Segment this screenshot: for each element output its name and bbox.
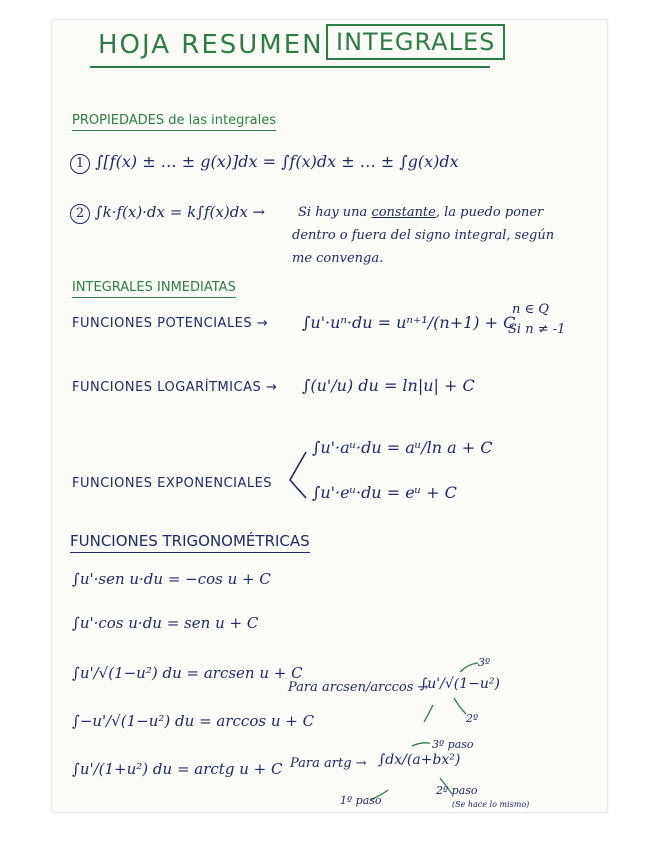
arcsen-note: Para arcsen/arccos → [288, 680, 429, 695]
arctg-note: Para artg → [290, 756, 367, 771]
step-2-note: (Se hace lo mismo) [452, 800, 530, 809]
note-text: Si hay una [298, 205, 368, 220]
property-2-note-line3: me convenga. [292, 251, 384, 266]
formula-exponential-e: ∫u'·eᵘ·du = eᵘ + C [312, 483, 457, 502]
page-title-boxed: INTEGRALES [326, 24, 505, 60]
formula-trig-cos: ∫u'·cos u·du = sen u + C [72, 614, 259, 632]
formula-potential: ∫u'·uⁿ·du = uⁿ⁺¹/(n+1) + C [302, 313, 516, 332]
property-2-note-line2: dentro o fuera del signo integral, según [292, 228, 555, 243]
potential-condition-1: n ∈ Q [512, 302, 549, 317]
label-logarithmic: FUNCIONES LOGARÍTMICAS → [72, 380, 278, 395]
arcsen-expression: ∫u'/√(1−u²) [420, 676, 500, 692]
arcsen-tag-3: 3º [478, 656, 491, 669]
formula-trig-arcsen: ∫u'/√(1−u²) du = arcsen u + C [72, 664, 303, 682]
property-2-number: 2 [70, 204, 90, 224]
note-keyword: constante [371, 205, 436, 220]
page-title: HOJA RESUMEN [98, 30, 324, 60]
potential-condition-2: Si n ≠ -1 [508, 322, 566, 337]
formula-trig-sen: ∫u'·sen u·du = −cos u + C [72, 570, 271, 588]
step-2-label: 2º paso [436, 784, 478, 797]
arctg-expression: ∫dx/(a+bx²) [378, 752, 461, 768]
arrow-icon [424, 705, 433, 722]
arrow-icon [412, 743, 430, 746]
section-heading-immediate: INTEGRALES INMEDIATAS [72, 280, 236, 298]
label-potential: FUNCIONES POTENCIALES → [72, 316, 269, 331]
note-text: , la puedo poner [435, 205, 544, 220]
property-1-number: 1 [70, 154, 90, 174]
property-1-formula: ∫[f(x) ± … ± g(x)]dx = ∫f(x)dx ± … ± ∫g(x)dx [95, 152, 459, 171]
property-2-formula: ∫k·f(x)·dx = k∫f(x)dx → [94, 203, 266, 221]
label-exponential: FUNCIONES EXPONENCIALES [72, 476, 273, 491]
section-heading-properties: PROPIEDADES de las integrales [72, 113, 276, 131]
formula-logarithmic: ∫(u'/u) du = ln|u| + C [302, 376, 475, 395]
section-heading-trig: FUNCIONES TRIGONOMÉTRICAS [70, 532, 310, 553]
formula-exponential-a: ∫u'·aᵘ·du = aᵘ/ln a + C [312, 438, 493, 457]
formula-trig-arctg: ∫u'/(1+u²) du = arctg u + C [72, 760, 283, 778]
formula-trig-arccos: ∫−u'/√(1−u²) du = arccos u + C [72, 712, 315, 730]
step-3-label: 3º paso [432, 738, 474, 751]
step-1-label: 1º paso [340, 794, 382, 807]
arrow-icon [460, 663, 478, 672]
arcsen-tag-2: 2º [466, 712, 479, 725]
arrow-icon [454, 698, 466, 714]
exponential-brace-icon [290, 452, 306, 498]
